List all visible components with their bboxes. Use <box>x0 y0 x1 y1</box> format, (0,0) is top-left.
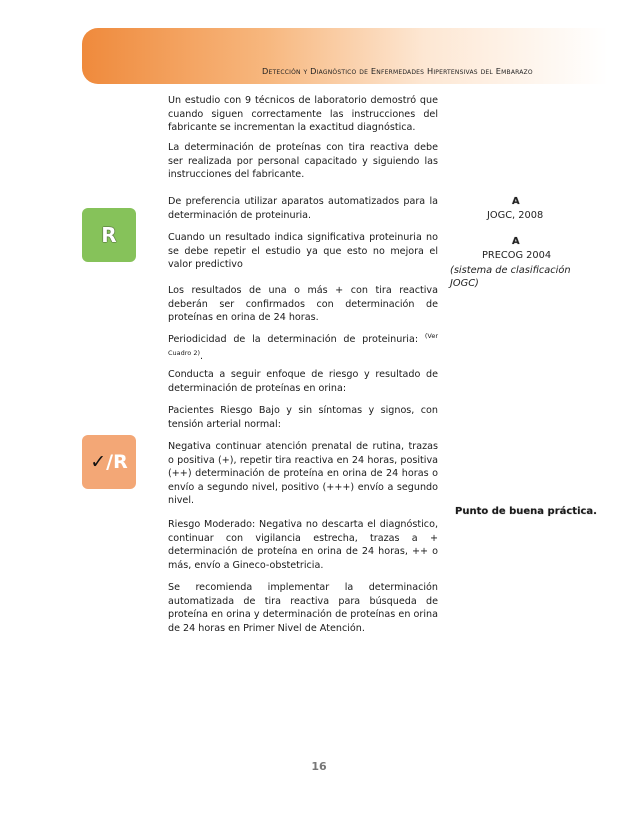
paragraph-3: De preferencia utilizar aparatos automatizados para la determinación de proteinuria. <box>168 196 438 221</box>
best-practice-badge-label: /R <box>106 451 128 473</box>
paragraph-8: Pacientes Riesgo Bajo y sin síntomas y signos, con tensión arterial normal: <box>168 405 438 430</box>
text-block-4 <box>168 231 438 272</box>
text-block-7 <box>168 368 438 395</box>
paragraph-4: Cuando un resultado indica significativa proteinuria no se debe repetir el estudio ya que esto no mejora el valor predictivo <box>168 232 438 271</box>
paragraph-6 <box>168 330 438 363</box>
text-block-9 <box>168 440 438 508</box>
recommendation-badge <box>82 208 136 262</box>
running-header: Detección y Diagnóstico de Enfermedades Hipertensivas del Embarazo <box>262 66 533 76</box>
text-block-1 <box>168 94 438 135</box>
text-block-6 <box>168 330 438 363</box>
paragraph-9: Negativa continuar atención prenatal de rutina, trazas o positiva (+), repetir tira reactiva en 24 horas, positiva (++) determinación de proteína en orina de 24 horas o envío a segundo nivel, positivo (+++) envío a segundo nivel. <box>168 441 438 507</box>
best-practice-badge <box>82 435 136 489</box>
paragraph-2: La determinación de proteínas con tira reactiva debe ser realizada por personal capacitado y siguiendo las instrucciones del fabricante. <box>168 142 438 181</box>
evidence-grade-1: A <box>512 196 520 207</box>
paragraph-6-text: Periodicidad de la determinación de proteinuria: <box>168 334 419 345</box>
paragraph-1: Un estudio con 9 técnicos de laboratorio demostró que cuando siguen correctamente las instrucciones del fabricante se incrementan la exactitud diagnóstica. <box>168 95 438 134</box>
text-block-11 <box>168 581 438 635</box>
text-block-2 <box>168 141 438 182</box>
best-practice-label: Punto de buena práctica. <box>455 506 597 517</box>
text-block-3 <box>168 195 438 222</box>
check-icon: ✓ <box>90 451 107 473</box>
paragraph-6-end: . <box>200 350 204 362</box>
paragraph-11: Se recomienda implementar la determinación automatizada de tira reactiva para búsqueda de proteína en orina y determinación de proteínas en orina de 24 horas en Primer Nivel de Atención. <box>168 582 438 634</box>
table-reference: (Ver Cuadro 2) <box>168 332 438 357</box>
paragraph-7: Conducta a seguir enfoque de riesgo y resultado de determinación de proteínas en orina: <box>168 369 438 394</box>
evidence-grade-2: A <box>512 236 520 247</box>
text-block-8 <box>168 404 438 431</box>
evidence-source-1: JOGC, 2008 <box>487 210 544 221</box>
text-block-10 <box>168 518 438 572</box>
evidence-source-2: PRECOG 2004 <box>482 250 552 261</box>
paragraph-5: Los resultados de una o más + con tira reactiva deberán ser confirmados con determinación de proteínas en orina de 24 horas. <box>168 285 438 324</box>
text-block-5 <box>168 284 438 325</box>
recommendation-badge-label: R <box>101 223 117 247</box>
evidence-note-2: (sistema de clasificación JOGC) <box>450 265 571 289</box>
page-number: 16 <box>311 760 327 773</box>
paragraph-10: Riesgo Moderado: Negativa no descarta el diagnóstico, continuar con vigilancia estrecha, trazas a + determinación de proteína en orina de 24 horas, ++ o más, envío a Gineco-obstetricia. <box>168 519 438 571</box>
